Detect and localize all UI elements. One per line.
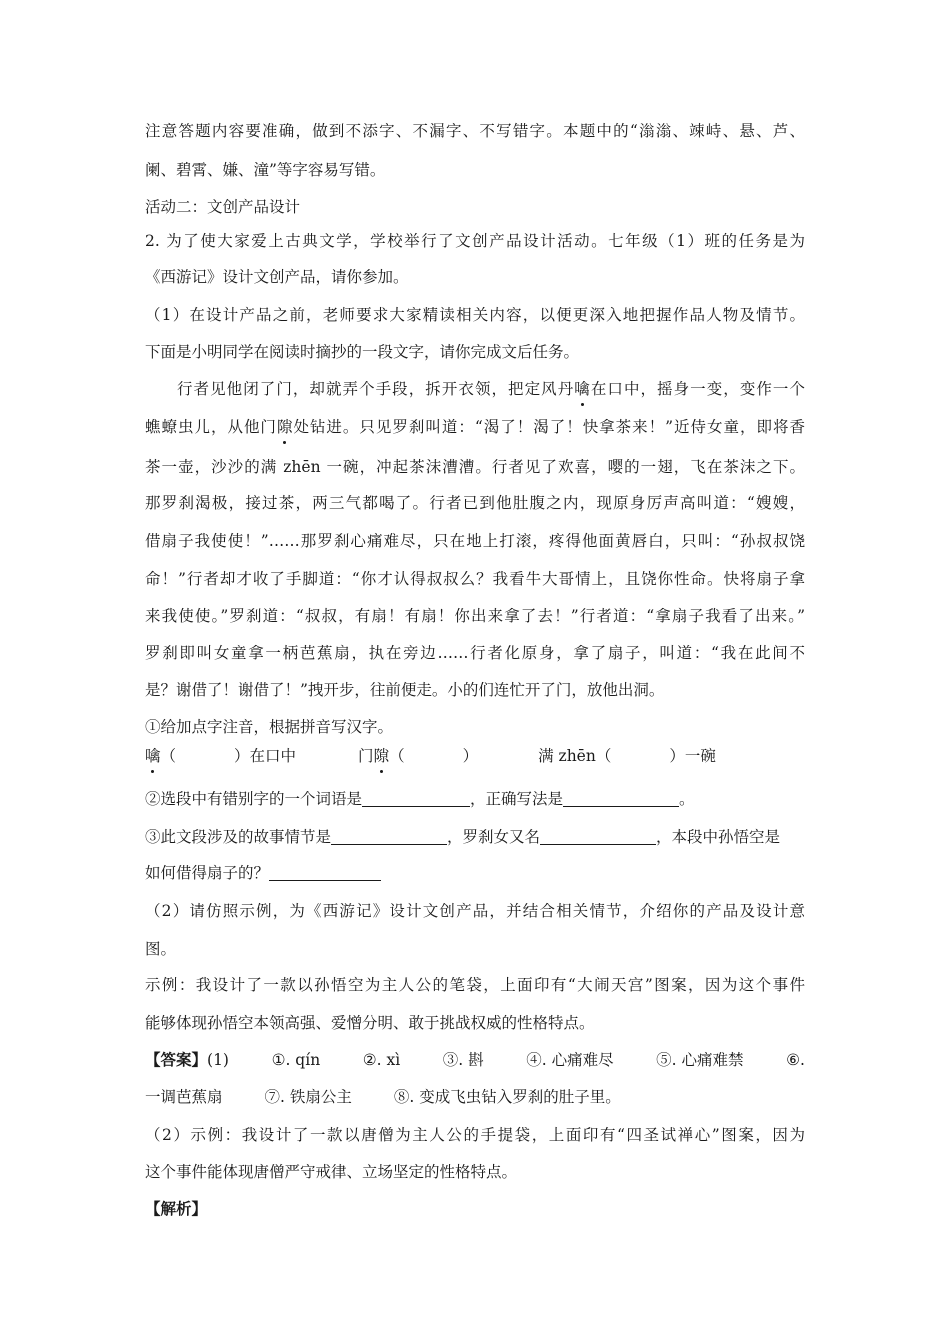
example-line: 能够体现孙悟空本领高强、爱憎分明、敢于挑战权威的性格特点。 — [145, 1014, 595, 1032]
answer-blank[interactable] — [563, 790, 679, 807]
question-2-line: 2. 为了使大家爱上古典文学，学校举行了文创产品设计活动。七年级（1）班的任务是为 — [145, 232, 805, 250]
answer-blank[interactable] — [362, 790, 470, 807]
answer-line: 一调芭蕉扇 ⑦. 铁扇公主 ⑧. 变成飞虫钻入罗刹的肚子里。 — [145, 1088, 621, 1106]
activity-title: 活动二：文创产品设计 — [145, 198, 301, 216]
task-1-items: 噙（ ）在口中 门隙（ ） 满 zhēn（ ）一碗 — [145, 747, 716, 765]
sub-question-2-line: （2）请仿照示例，为《西游记》设计文创产品，并结合相关情节，介绍你的产品及设计意 — [145, 902, 805, 920]
task-1: ①给加点字注音，根据拼音写汉字。 — [145, 718, 394, 736]
answer-line: 这个事件能体现唐僧严守戒律、立场坚定的性格特点。 — [145, 1163, 518, 1181]
passage-line: 来我使使。”罗刹道：“叔叔，有扇！有扇！你出来拿了去！”行者道：“拿扇子我看了出来。” — [145, 607, 805, 625]
dotted-char: 隙 — [373, 747, 390, 765]
intro-line: 阑、碧霄、嫌、潼”等字容易写错。 — [145, 161, 386, 179]
dotted-char: 隙 — [276, 418, 293, 436]
answer-blank[interactable] — [540, 828, 656, 845]
passage-line: 命！”行者却才收了手脚道：“你才认得叔叔么？我看牛大哥情上，且饶你性命。快将扇子拿 — [145, 570, 805, 588]
question-2-line: 《西游记》设计文创产品，请你参加。 — [145, 268, 409, 286]
passage-line: 那罗刹渴极，接过茶，两三气都喝了。行者已到他肚腹之内，现原身厉声高叫道：“嫂嫂， — [145, 494, 805, 512]
passage-line: 蟭蟟虫儿，从他门隙处钻进。只见罗刹叫道：“渴了！渴了！快拿茶来！”近侍女童，即将香 — [145, 418, 805, 436]
answer-label: 【答案】 — [145, 1050, 208, 1069]
passage-line: 借扇子我使使！”……那罗刹心痛难尽，只在地上打滚，疼得他面黄唇白，只叫：“孙叔叔饶 — [145, 532, 805, 550]
task-3: 如何借得扇子的？ — [145, 862, 381, 884]
task-2: ②选段中有错别字的一个词语是 ，正确写法是 。 — [145, 790, 695, 808]
dotted-char: 噙 — [574, 380, 590, 398]
example-line: 示例：我设计了一款以孙悟空为主人公的笔袋，上面印有“大闹天宫”图案，因为这个事件 — [145, 976, 805, 994]
passage-line: 罗刹即叫女童拿一柄芭蕉扇，执在旁边……行者化原身，拿了扇子，叫道：“我在此间不 — [145, 644, 805, 662]
passage-line: 行者见他闭了门，却就弄个手段，拆开衣领，把定风丹噙在口中，摇身一变，变作一个 — [177, 380, 805, 398]
answer-line: 【答案】(1) ①. qín ②. xì ③. 斟 ④. 心痛难尽 ⑤. 心痛难禁 ⑥. — [145, 1050, 805, 1069]
sub-question-1-line: 下面是小明同学在阅读时摘抄的一段文字，请你完成文后任务。 — [145, 343, 580, 361]
intro-line: 注意答题内容要准确，做到不添字、不漏字、不写错字。本题中的“滃滃、竦峙、悬、芦、 — [145, 122, 805, 140]
answer-blank[interactable] — [269, 864, 381, 881]
passage-line: 茶一壶，沙沙的满 zhēn 一碗，冲起茶沫漕漕。行者见了欢喜，嘤的一翅，飞在茶沫之下。 — [145, 458, 805, 476]
sub-question-1-line: （1）在设计产品之前，老师要求大家精读相关内容，以便更深入地把握作品人物及情节。 — [145, 306, 805, 324]
dotted-char: 噙 — [145, 747, 161, 765]
task-3: ③此文段涉及的故事情节是 ，罗刹女又名 ，本段中孙悟空是 — [145, 828, 781, 846]
analysis-label: 【解析】 — [145, 1199, 208, 1218]
answer-line: （2）示例：我设计了一款以唐僧为主人公的手提袋，上面印有“四圣试禅心”图案，因为 — [145, 1126, 805, 1144]
answer-blank[interactable] — [331, 828, 447, 845]
passage-line: 是？谢借了！谢借了！”拽开步，往前便走。小的们连忙开了门，放他出洞。 — [145, 681, 665, 699]
sub-question-2-line: 图。 — [145, 940, 177, 958]
